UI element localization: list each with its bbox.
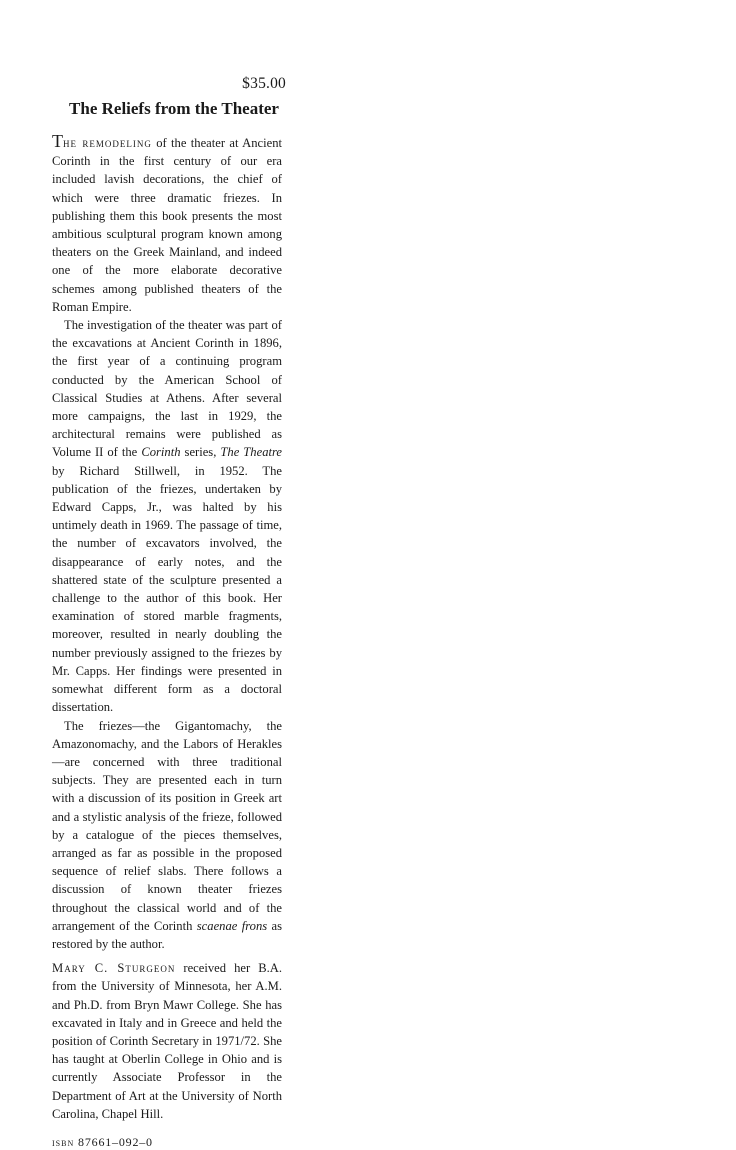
para3-text: The friezes—the Gigantomachy, the Amazonomachy, and the Labors of Herakles—are concerned with three traditional subjects. They are presented each in turn with a discussion of its position in Greek art and a stylistic analysis of the frieze, followed by a catalogue of the pieces themselves, arranged as far as possible in the proposed sequence of relief slabs. There follows a discussion of known theater friezes throughout the classical world and of the arrangement of the Corinth [52, 718, 282, 933]
investigation-paragraph [52, 316, 282, 716]
author-name: Mary C. Sturgeon [52, 961, 176, 976]
drop-cap: T [52, 131, 63, 151]
isbn-line [52, 1134, 282, 1150]
para2-text-a: The investigation of the theater was part of the excavations at Ancient Corinth in 1896, the first year of a continuing program conducted by the American School of Classical Studies at Athens. After several more campaigns, the last in 1929, the architectural remains were published as Volume II of the [52, 318, 282, 460]
series-title: Corinth [141, 445, 181, 460]
para3-end: as restored by the author. [52, 918, 283, 951]
bio-text: received her B.A. from the University of Minnesota, her A.M. and Ph.D. from Bryn Mawr College. She has excavated in Italy and in Greece and held the position of Corinth Secretary in 1971/72. She has taught at Oberlin College in Ohio and is currently Associate Professor in the Department of Art at the University of North Carolina, Chapel Hill. [52, 961, 282, 1121]
para2-text-c: by Richard Stillwell, in 1952. The publication of the friezes, undertaken by Edward Capps, Jr., was halted by his untimely death in 1969. The passage of time, the number of excavators involved, the disappearance of early notes, and the shattered state of the sculpture presented a challenge to the author of this book. Her examination of stored marble fragments, moreover, resulted in nearly doubling the number previously assigned to the friezes by Mr. Capps. Her findings were presented in somewhat different form as a doctoral dissertation. [52, 463, 282, 715]
volume-title: The Theatre [220, 445, 283, 460]
jacket-flap-column [52, 72, 286, 1150]
scaenae-frons-term: scaenae frons [196, 918, 268, 933]
para2-text-b: series, [180, 445, 221, 460]
isbn-number: 87661–092–0 [78, 1134, 153, 1149]
intro-small-caps: he remodeling [63, 136, 152, 150]
intro-text: of the theater at Ancient Corinth in the first century of our era included lavish decorations, the chief of which were three dramatic friezes. In publishing them this book presents the most ambitious sculptural program known among theaters on the Greek Mainland, and indeed one of the more elaborate decorative schemes among published theaters of the Roman Empire. [52, 136, 282, 314]
price: $35.00 [242, 75, 286, 92]
book-title: The Reliefs from the Theater [69, 99, 279, 118]
isbn-label: isbn [52, 1134, 75, 1149]
friezes-paragraph [52, 717, 282, 954]
author-bio [52, 959, 282, 1123]
intro-paragraph [52, 131, 282, 316]
